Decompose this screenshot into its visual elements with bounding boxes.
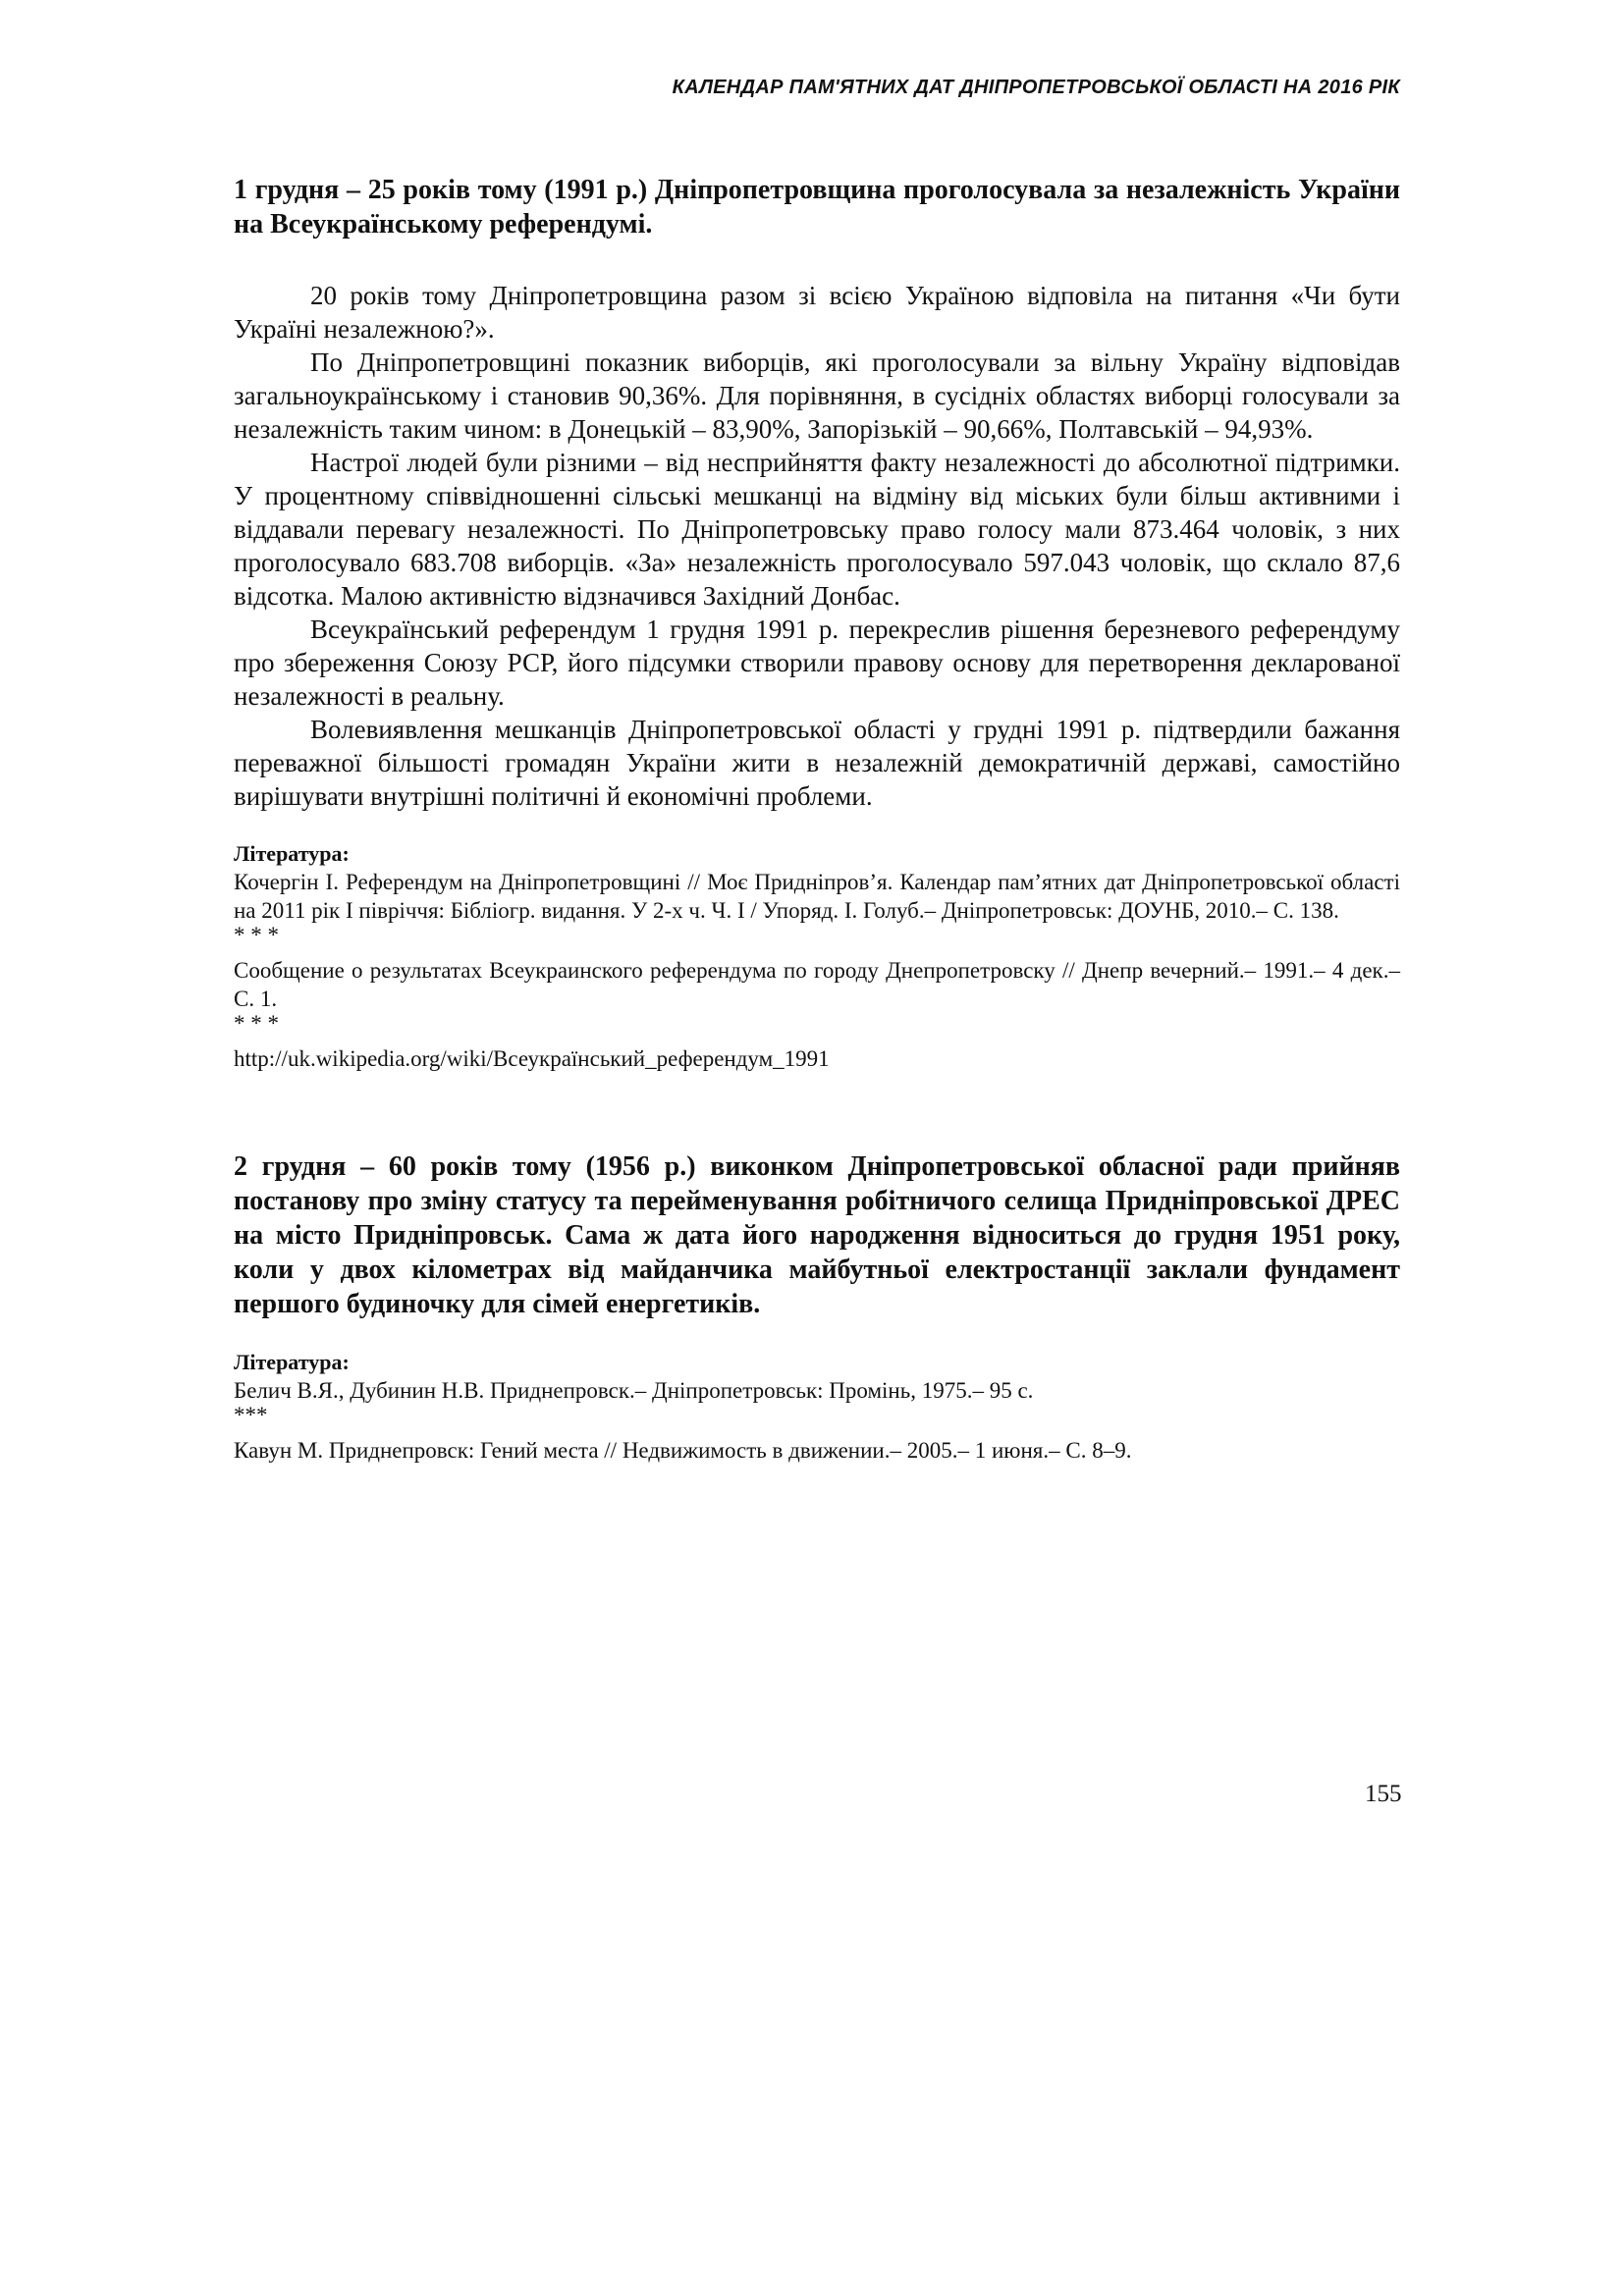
literature-item: Кавун М. Приднепровск: Гений места // Недвижимость в движении.– 2005.– 1 июня.– С. 8–9. [234,1438,1132,1463]
paragraph: Всеукраїнський референдум 1 грудня 1991 р. перекреслив рішення березневого референдуму про збереження Союзу РСР, його підсумки створили правову основу для перетворення декларованої незалежності в реальну. [234,614,1400,711]
literature-item: Белич В.Я., Дубинин Н.В. Приднепровск.– Дніпропетровськ: Промінь, 1975.– 95 с. [234,1378,1034,1403]
literature-heading: Література: [234,1350,350,1374]
literature-list [234,1349,1400,1465]
paragraph: Настрої людей були різними – від несприйняття факту незалежності до абсолютної підтримки. У процентному співвідношенні сільські мешканці на відміну від міських були більш активними і віддавали перевагу незалежності. По Дніпропетровську право голосу мали 873.464 чоловік, з них проголосувало 683.708 виборців. «За» незалежність проголосувало 597.043 чоловік, що склало 87,6 відсотка. Малою активністю відзначився Західний Донбас. [234,448,1400,611]
paragraph: Волевиявлення мешканців Дніпропетровської області у грудні 1991 р. підтвердили бажання переважної більшості громадян України жити в незалежній демократичній державі, самостійно вирішувати внутрішні політичні й економічні проблеми. [234,715,1400,811]
page-content [234,173,1400,1465]
entry-title: 1 грудня – 25 років тому (1991 р.) Дніпропетровщина проголосувала за незалежність України на Всеукраїнському референдумі. [234,175,1400,240]
literature-list [234,840,1400,1073]
literature-link[interactable]: http://uk.wikipedia.org/wiki/Всеукраїнський_референдум_1991 [234,1046,830,1071]
literature-heading: Література: [234,841,350,866]
literature-separator: * * * [234,1011,279,1036]
calendar-entry-2 [234,1149,1400,1465]
entry-body [234,279,1400,813]
paragraph: По Дніпропетровщині показник виборців, які проголосували за вільну Україну відповідав загальноукраїнському і становив 90,36%. Для порівняння, в сусідніх областях виборці голосували за незалежність таким чином: в Донецькій – 83,90%, Запорізькій – 90,66%, Полтавській – 94,93%. [234,347,1400,444]
entry-title: 2 грудня – 60 років тому (1956 р.) виконком Дніпропетровської обласної ради прийняв постанову про зміну статусу та перейменування робітничого селища Придніпровської ДРЕС на місто Придніпровськ. Сама ж дата його народження відноситься до грудня 1951 року, коли у двох кілометрах від майданчика майбутньої електростанції заклали фундамент першого будиночку для сімей енергетиків. [234,1151,1400,1319]
literature-item: Кочергін І. Референдум на Дніпропетровщині // Моє Придніпров’я. Календар пам’ятних дат Дніпропетровської області на 2011 рік І півріччя: Бібліогр. видання. У 2-х ч. Ч. І / Упоряд. І. Голуб.– Дніпропетровськ: ДОУНБ, 2010.– С. 138. [234,870,1400,923]
literature-item: Сообщение о результатах Всеукраинского референдума по городу Днепропетровску // Днепр вечерний.– 1991.– 4 дек.– С. 1. [234,958,1400,1011]
page-number: 155 [1365,1781,1402,1807]
running-header: КАЛЕНДАР ПАМ'ЯТНИХ ДАТ ДНІПРОПЕТРОВСЬКОЇ ОБЛАСТІ НА 2016 РІК [672,77,1400,98]
paragraph: 20 років тому Дніпропетровщина разом зі всією Україною відповіла на питання «Чи бути Україні незалежною?». [234,281,1400,344]
literature-separator: * * * [234,923,279,947]
literature-separator: *** [234,1403,268,1427]
calendar-entry-1 [234,173,1400,1073]
